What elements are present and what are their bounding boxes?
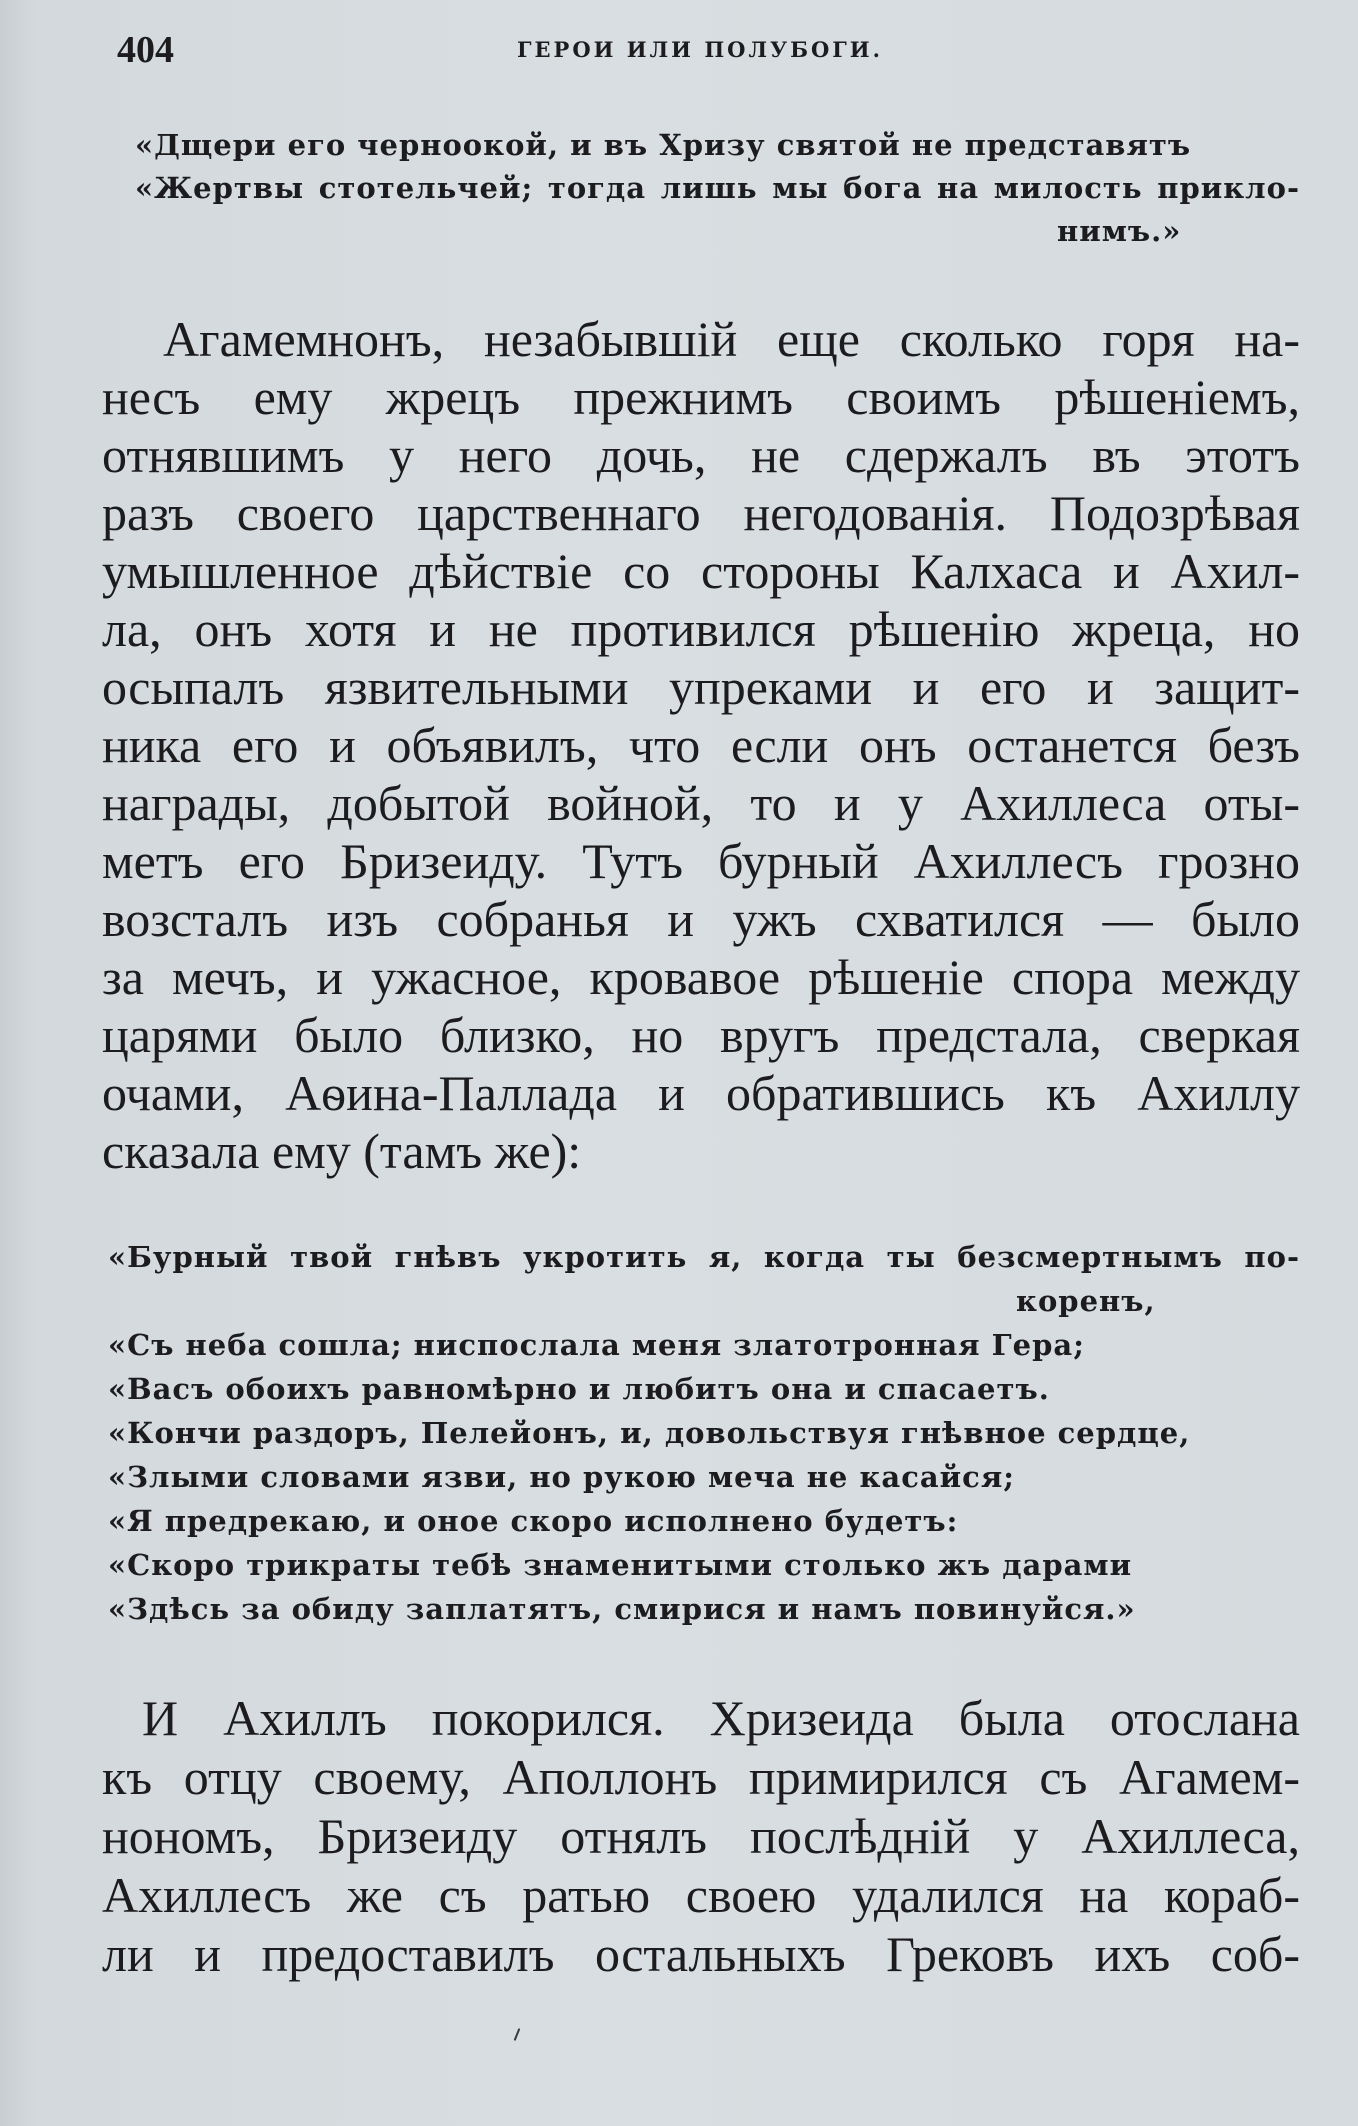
paragraph: [102, 310, 1300, 1180]
text-line: нономъ, Бризеиду отнялъ послѣдній у Ахиллеса,: [102, 1808, 1300, 1864]
verse-line: «Скоро трикраты тебѣ знаменитыми столько жъ дарами: [108, 1548, 1133, 1582]
verse-line-continuation: нимъ.»: [1057, 214, 1182, 248]
text-line: несъ ему жрецъ прежнимъ своимъ рѣшеніемъ,: [102, 369, 1300, 425]
verse-line: «Бурный твой гнѣвъ укротить я, когда ты безсмертнымъ по-: [108, 1240, 1300, 1274]
text-line: разъ своего царственнаго негодованія. Подозрѣвая: [102, 485, 1300, 541]
text-line: умышленное дѣйствіе со стороны Калхаса и Ахил-: [102, 543, 1300, 599]
text-line: Ахиллесъ же съ ратью своею удалился на кораб-: [102, 1867, 1300, 1923]
verse-line: «Жертвы стотельчей; тогда лишь мы бога на милость прикло-: [135, 171, 1300, 205]
verse-line: «Съ неба сошла; ниспослала меня златотронная Гера;: [108, 1328, 1085, 1362]
text-line: очами, Аѳина-Паллада и обратившись къ Ахиллу: [102, 1065, 1300, 1121]
page-number: 404: [117, 29, 174, 71]
text-line: за мечъ, и ужасное, кровавое рѣшеніе спора между: [102, 949, 1300, 1005]
verse-line: «Я предрекаю, и оное скоро исполнено будетъ:: [108, 1504, 959, 1538]
text-line: ли и предоставилъ остальныхъ Грековъ ихъ соб-: [102, 1926, 1300, 1982]
verse-quote: [108, 1235, 1300, 1631]
text-line: ла, онъ хотя и не противился рѣшенію жреца, но: [102, 601, 1300, 657]
verse-line: «Злыми словами язви, но рукою меча не касайся;: [108, 1460, 1015, 1494]
verse-line: «Кончи раздоръ, Пелейонъ, и, довольствуя гнѣвное сердце,: [108, 1416, 1191, 1450]
text-line: къ отцу своему, Аполлонъ примирился съ Агамем-: [102, 1749, 1300, 1805]
text-line: награды, добытой войной, то и у Ахиллеса оты-: [102, 775, 1300, 831]
verse-line: «Здѣсь за обиду заплатятъ, смирися и намъ повинуйся.»: [108, 1592, 1136, 1626]
running-head-title: ГЕРОИ ИЛИ ПОЛУБОГИ.: [517, 37, 883, 62]
text-line: метъ его Бризеиду. Тутъ бурный Ахиллесъ грозно: [102, 833, 1300, 889]
text-line: царями было близко, но вругъ предстала, сверкая: [102, 1007, 1300, 1063]
verse-quote: [135, 124, 1300, 253]
text-line: осыпалъ язвительными упреками и его и защит-: [102, 659, 1300, 715]
text-line: ника его и объявилъ, что если онъ останется безъ: [102, 717, 1300, 773]
verse-line: «Дщери его черноокой, и въ Хризу святой не представятъ: [135, 128, 1192, 162]
paragraph: [102, 1689, 1300, 1984]
text-line: И Ахиллъ покорился. Хризеида была отослана: [142, 1690, 1300, 1746]
verse-line-continuation: коренъ,: [1016, 1284, 1156, 1318]
text-line: возсталъ изъ собранья и ужъ схватился — было: [102, 891, 1300, 947]
verse-line: «Васъ обоихъ равномѣрно и любитъ она и спасаетъ.: [108, 1372, 1050, 1406]
text-line: сказала ему (тамъ же):: [102, 1123, 582, 1179]
text-line: Агамемнонъ, незабывшій еще сколько горя на-: [163, 311, 1300, 367]
text-line: отнявшимъ у него дочь, не сдержалъ въ этотъ: [102, 427, 1300, 483]
ink-speck: [514, 2028, 521, 2041]
